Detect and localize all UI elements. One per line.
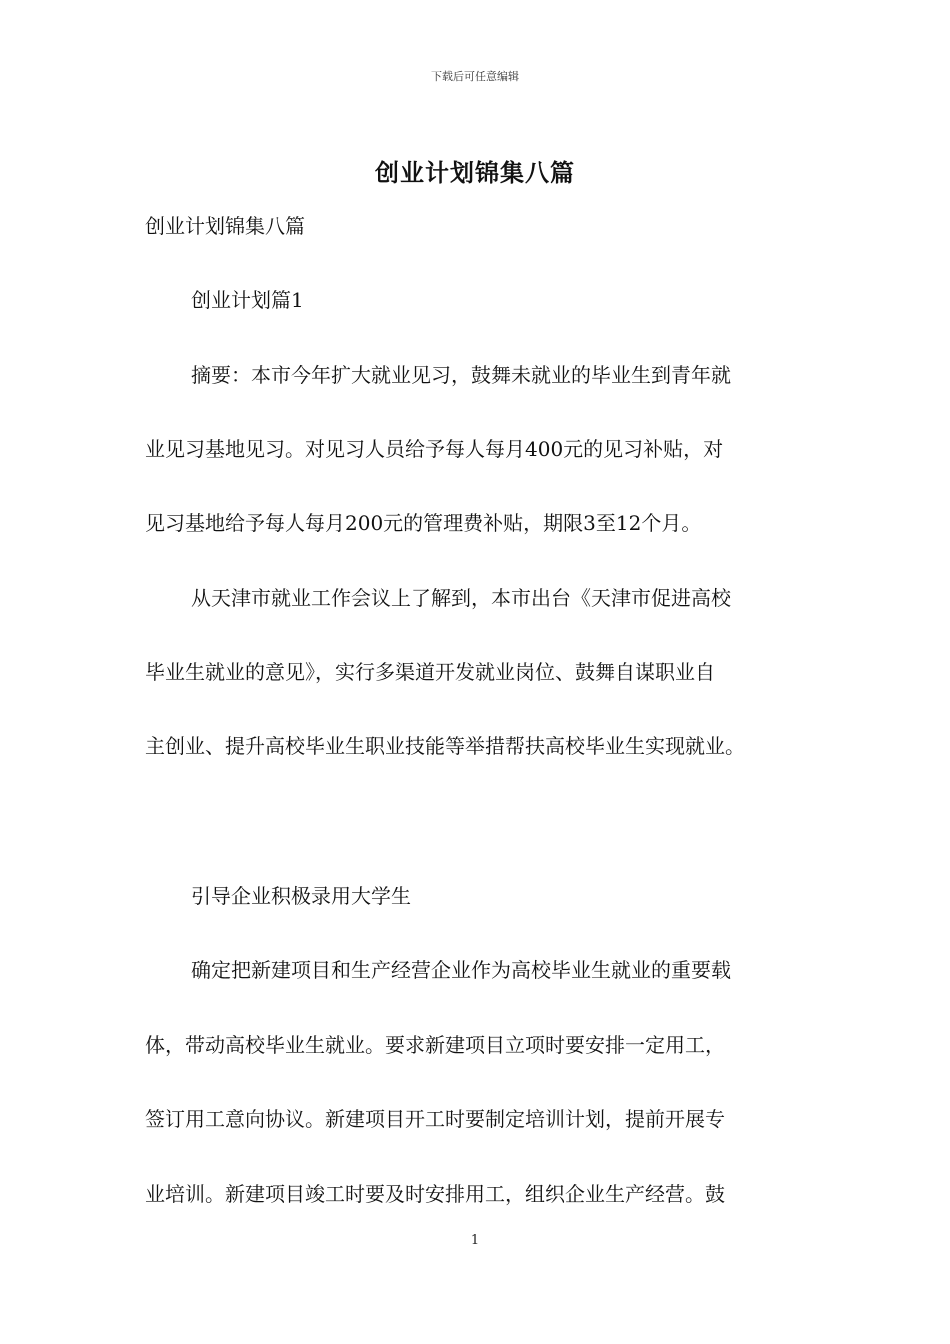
paragraph-line: 摘要：本市今年扩大就业见习，鼓舞未就业的毕业生到青年就: [191, 363, 731, 387]
paragraph-line: 业培训。新建项目竣工时要及时安排用工，组织企业生产经营。鼓: [145, 1182, 725, 1206]
paragraph-line: 主创业、提升高校毕业生职业技能等举措帮扶高校毕业生实现就业。: [145, 734, 745, 758]
paragraph-line: 体，带动高校毕业生就业。要求新建项目立项时要安排一定用工，: [145, 1033, 725, 1057]
section-heading: 创业计划篇1: [191, 288, 304, 312]
subtitle-line: 创业计划锦集八篇: [145, 214, 305, 238]
paragraph-line: 确定把新建项目和生产经营企业作为高校毕业生就业的重要载: [191, 958, 731, 982]
paragraph-line: 签订用工意向协议。新建项目开工时要制定培训计划，提前开展专: [145, 1107, 725, 1131]
document-title: 创业计划锦集八篇: [375, 158, 575, 187]
paragraph-line: 见习基地给予每人每月200元的管理费补贴，期限3至12个月。: [145, 511, 702, 535]
section-heading: 引导企业积极录用大学生: [191, 884, 411, 908]
header-note: 下载后可任意编辑: [431, 70, 519, 83]
paragraph-line: 毕业生就业的意见》，实行多渠道开发就业岗位、鼓舞自谋职业自: [145, 660, 715, 684]
page-number: 1: [470, 1233, 480, 1248]
paragraph-line: 从天津市就业工作会议上了解到，本市出台《天津市促进高校: [191, 586, 731, 610]
paragraph-line: 业见习基地见习。对见习人员给予每人每月400元的见习补贴，对: [145, 437, 724, 461]
